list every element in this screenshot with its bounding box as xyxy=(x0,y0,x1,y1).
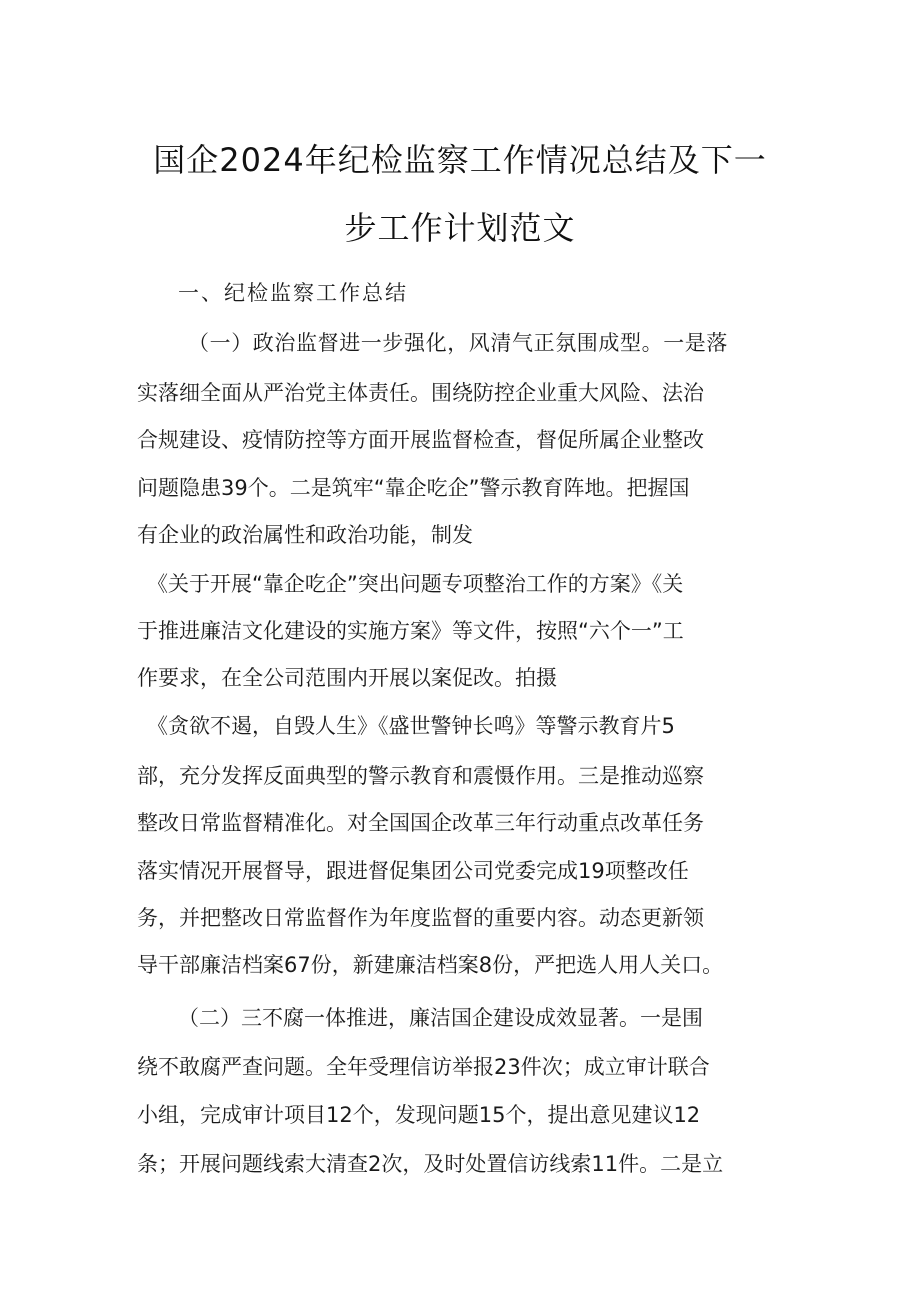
document-title-line-2: 步工作计划范文 xyxy=(344,209,576,247)
paragraph-line: 务，并把整改日常监督作为年度监督的重要内容。动态更新领 xyxy=(137,906,704,930)
paragraph-line: 《贪欲不遏，自毁人生》《盛世警钟长鸣》等警示教育片5 xyxy=(147,714,675,738)
paragraph-line: 条；开展问题线索大清查2次，及时处置信访线索11件。二是立 xyxy=(137,1152,724,1176)
paragraph-line: 作要求，在全公司范围内开展以案促改。拍摄 xyxy=(137,666,557,690)
paragraph-line: 问题隐患39个。二是筑牢“靠企吃企”警示教育阵地。把握国 xyxy=(137,476,690,500)
paragraph-line: 合规建设、疫情防控等方面开展监督检查，督促所属企业整改 xyxy=(137,428,704,452)
paragraph-line: 有企业的政治属性和政治功能，制发 xyxy=(137,523,473,547)
paragraph-line: （一）政治监督进一步强化，风清气正氛围成型。一是落 xyxy=(188,331,728,355)
paragraph-line: 《关于开展“靠企吃企”突出问题专项整治工作的方案》《关 xyxy=(147,572,684,596)
paragraph-line: 小组，完成审计项目12个，发现问题15个，提出意见建议12 xyxy=(137,1103,701,1127)
paragraph-line: 部，充分发挥反面典型的警示教育和震慑作用。三是推动巡察 xyxy=(137,764,704,788)
paragraph-line: 绕不敢腐严查问题。全年受理信访举报23件次；成立审计联合 xyxy=(137,1055,710,1079)
paragraph-line: 实落细全面从严治党主体责任。围绕防控企业重大风险、法治 xyxy=(137,381,704,405)
paragraph-line: 于推进廉洁文化建设的实施方案》等文件，按照“六个一”工 xyxy=(137,619,684,643)
section-heading: 一、纪检监察工作总结 xyxy=(178,281,408,305)
paragraph-line: 导干部廉洁档案67份，新建廉洁档案8份，严把选人用人关口。 xyxy=(137,953,724,977)
paragraph-line: 落实情况开展督导，跟进督促集团公司党委完成19项整改任 xyxy=(137,859,689,883)
paragraph-line: 整改日常监督精准化。对全国国企改革三年行动重点改革任务 xyxy=(137,811,704,835)
paragraph-line: （二）三不腐一体推进，廉洁国企建设成效显著。一是围 xyxy=(178,1006,703,1030)
document-title-line-1: 国企2024年纪检监察工作情况总结及下一 xyxy=(153,141,767,179)
